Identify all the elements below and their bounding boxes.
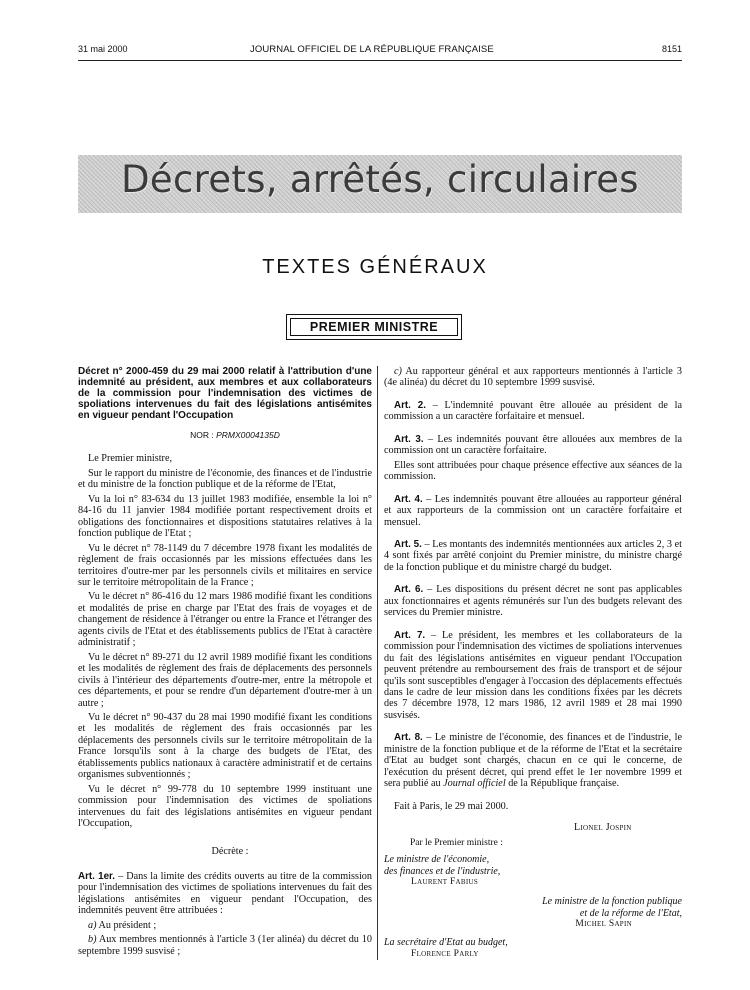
item-text: Au président ; [96,919,157,931]
article-item [384,366,682,389]
journal-officiel-ref: Journal officiel [443,778,506,790]
article-7 [384,630,682,722]
decrete-line: Décrète : [211,845,249,857]
article-label: Art. 5. [394,538,422,550]
nor-code: PRMX0004135D [216,430,280,440]
paragraph: Vu le décret n° 86-416 du 12 mars 1986 modifié fixant les conditions et modalités de prise en charge par l'Etat des frais de voyages et de changement de résidence à l'étranger ou entre la France et l'étranger des agents civils de l'Etat et des établissements publics de l'Etat à caractère administratif ; [78,591,372,649]
column-divider [377,366,378,960]
section-title: TEXTES GÉNÉRAUX [262,256,488,278]
rubric-title: Décrets, arrêtés, circulaires [121,158,639,201]
article-label: Art. 7. [394,629,426,641]
header-date: 31 mai 2000 [78,44,128,54]
paragraph: Vu le décret n° 90-437 du 28 mai 1990 modifié fixant les conditions et les modalités de règlement des frais occasionnés par les déplacements des personnels civils sur le territoire métropolitain de la France lorsqu'ils sont à la charge des budgets de l'Etat, des établissements publics nationaux à caractère administratif et de certains organismes subventionnés ; [78,711,372,781]
article-text: – Les dispositions du présent décret ne sont pas applicables aux fonctionnaires et agents rémunérés sur l'un des budgets relevant des services du Premier ministre. [384,584,682,619]
article-label: Art. 3. [394,433,424,445]
nor-reference [78,430,372,441]
signatory-role: La secrétaire d'Etat au budget, [384,937,508,948]
article-text: de la République française. [505,778,620,790]
article-label: Art. 1er. [78,870,116,882]
article-label: Art. 8. [394,732,423,744]
left-column [78,366,372,960]
item-text: Aux membres mentionnés à l'article 3 (1er alinéa) du décret du 10 septembre 1999 susvisé ; [78,934,372,957]
paragraph: Le Premier ministre, [88,453,173,465]
ministry-box [286,314,462,340]
item-text: Au rapporteur général et aux rapporteurs mentionnés à l'article 3 (4e alinéa) du décret du 10 septembre 1999 susvisé. [384,366,682,389]
signatory-name: Florence Parly [411,948,479,959]
paragraph: Sur le rapport du ministre de l'économie, des finances et de l'industrie et du ministre de la fonction publique et de la réforme de l'Etat, [78,467,372,491]
article-text: – Le ministre de l'économie, des finances et de l'industrie, le ministre de la fonction publique et de la réforme de l'Etat et la secrétaire d'Etat au budget sont chargés, chacun en ce qui le concerne, de l'exécution du présent décret, qui prend effet le 1er novembre 1999 et sera publié au [384,732,682,790]
right-column [384,366,682,815]
signatory-name: Lionel Jospin [574,822,632,833]
article-2 [384,400,682,423]
article-5 [384,539,682,573]
signatory-role: Le ministre de l'économie, [384,854,490,865]
signature-economy [384,854,500,889]
signature-public-service [470,896,682,931]
decree-title: Décret n° 2000-459 du 29 mai 2000 relatif à l'attribution d'une indemnité au président, aux membres et aux collaborateurs de la commission pour l'indemnisation des victimes de spoliations intervenues du fait des législations antisémites en vigueur pendant l'Occupation [78,366,372,421]
signatory-role: des finances et de l'industrie, [384,865,501,877]
signatory-name: Laurent Fabius [411,877,479,887]
signature-budget [384,937,508,960]
done-at-line: Fait à Paris, le 29 mai 2000. [394,800,509,812]
item-label: b) [88,934,97,946]
paragraph: Elles sont attribuées pour chaque présence effective aux séances de la commission. [384,459,682,483]
rubric-banner [78,155,682,213]
article-text: – Les montants des indemnités mentionnées aux articles 2, 3 et 4 sont fixés par arrêté conjoint du Premier ministre, du ministre chargé de la fonction publique et du ministre chargé du budget. [384,538,683,573]
page-header [78,44,682,60]
signature-intro: Par le Premier ministre : [410,838,503,848]
header-page-number: 8151 [661,44,682,54]
article-text: – L'indemnité pouvant être allouée au président de la commission a un caractère forfaitaire et mensuel. [384,399,682,423]
item-label: a) [88,919,97,931]
article-label: Art. 4. [394,493,423,505]
signatory-role: Le ministre de la fonction publique [542,896,682,907]
signatory-name: Michel Sapin [575,919,632,929]
nor-label: NOR : [190,430,214,440]
header-journal-title: JOURNAL OFFICIEL DE LA RÉPUBLIQUE FRANÇAISE [250,44,494,55]
article-text: – Le président, les membres et les collaborateurs de la commission pour l'indemnisation des victimes de spoliations intervenues du fait des législations antisémites en vigueur pendant l'Occupation peuvent prétendre au remboursement des frais de transport et de séjour qu'ils sont susceptibles d'engager à l'occasion des déplacements effectués dans le cadre de leur mission dans les conditions fixées par les décrets des 7 décembre 1978, 12 mars 1986, 12 avril 1989 et 28 mai 1990 susvisés. [384,629,683,721]
article-4 [384,494,682,528]
paragraph: Vu le décret n° 78-1149 du 7 décembre 1978 fixant les modalités de règlement de frais occasionnés par les missions effectuées dans les territoires d'outre-mer par les personnels civils et militaires en service sur le territoire métropolitain de la France ; [78,542,372,588]
article-item [78,934,372,957]
article-label: Art. 2. [394,399,426,411]
item-label: c) [394,366,402,377]
signature-pm [574,822,632,834]
article-text: – Dans la limite des crédits ouverts au titre de la commission pour l'indemnisation des victimes de spoliations intervenues du fait des législations antisémites en vigueur pendant l'Occupation, des indemnités peuvent être attribuées : [78,870,372,917]
header-rule [78,60,682,61]
paragraph: Vu le décret n° 99-778 du 10 septembre 1999 instituant une commission pour l'indemnisation des victimes de spoliations intervenues du fait des législations antisémites en vigueur pendant l'Occupation, [78,783,372,830]
article-1 [78,871,372,917]
paragraph: Vu la loi n° 83-634 du 13 juillet 1983 modifiée, ensemble la loi n° 84-16 du 11 janvier 1984 modifiée portant respectivement droits et obligations des fonctionnaires et dispositions statutaires relatives à la fonction publique de l'Etat ; [78,493,372,540]
article-label: Art. 6. [394,584,424,596]
ministry-name: PREMIER MINISTRE [290,318,458,336]
article-item [78,920,372,931]
article-text: – Les indemnités pouvant être allouées au rapporteur général et aux rapporteurs de la commission ont un caractère forfaitaire et mensuel. [384,493,682,528]
article-text: – Les indemnités pouvant être allouées aux membres de la commission ont un caractère forfaitaire. [384,433,682,457]
article-8 [384,732,682,789]
article-6 [384,584,682,618]
signatory-role: et de la réforme de l'Etat, [579,907,682,919]
article-3 [384,434,682,457]
paragraph: Vu le décret n° 89-271 du 12 avril 1989 modifié fixant les conditions et les modalités de règlement des frais de déplacements des personnels civils à l'intérieur des départements d'outre-mer, entre la métropole et ces départements, et pour se rendre d'un département d'outre-mer à un autre ; [78,651,372,709]
